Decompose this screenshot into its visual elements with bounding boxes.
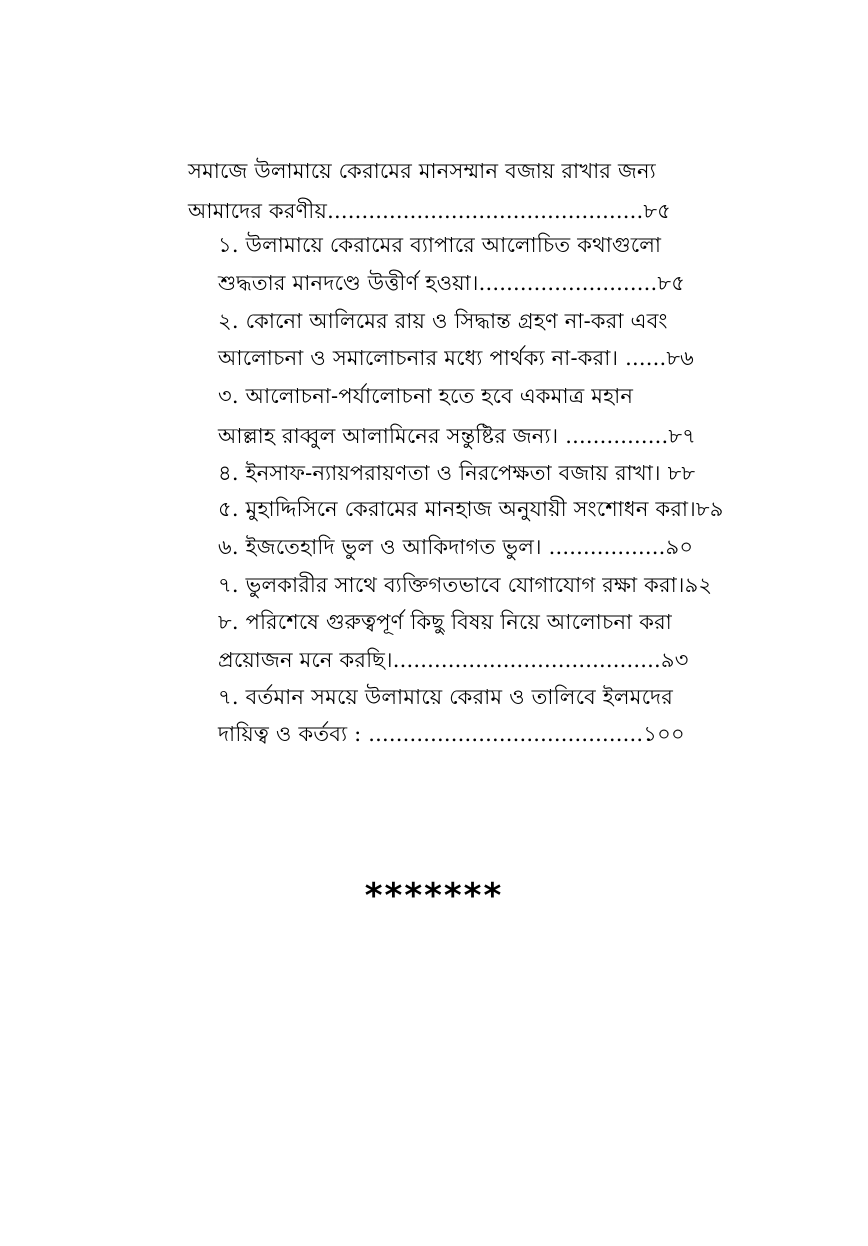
toc-item-6: ৬. ইজতেহাদি ভুল ও আকিদাগত ভুল। .................৯০: [218, 535, 694, 559]
toc-section-7-line-1: ৭. বর্তমান সময়ে উলামায়ে কেরাম ও তালিবে ইলমদের: [218, 685, 674, 709]
toc-item-8-line-2: প্রয়োজন মনে করছি।.......................................৯৩: [218, 648, 689, 672]
toc-item-2-line-2: আলোচনা ও সমালোচনার মধ্যে পার্থক্য না-করা। ......৮৬: [218, 346, 695, 370]
toc-heading-line-2: আমাদের করণীয়..............................................৮৫: [188, 199, 671, 223]
toc-item-2-line-1: ২. কোনো আলিমের রায় ও সিদ্ধান্ত গ্রহণ না-করা এবং: [218, 309, 668, 333]
toc-item-8-line-1: ৮. পরিশেষে গুরুত্বপূর্ণ কিছু বিষয় নিয়ে আলোচনা করা: [218, 610, 672, 634]
toc-item-4: ৪. ইনসাফ-ন্যায়পরায়ণতা ও নিরপেক্ষতা বজায় রাখা। ৮৮: [218, 461, 696, 485]
toc-section-7-line-2: দায়িত্ব ও কর্তব্য : ........................................১০০: [218, 722, 685, 746]
toc-item-7: ৭. ভুলকারীর সাথে ব্যক্তিগতভাবে যোগাযোগ রক্ষা করা।৯২: [218, 573, 713, 597]
toc-heading-line-1: সমাজে উলামায়ে কেরামের মানসম্মান বজায় রাখার জন্য: [188, 159, 656, 183]
toc-item-3-line-2: আল্লাহ রাব্বুল আলামিনের সন্তুষ্টির জন্য। ...............৮৭: [218, 424, 697, 448]
toc-item-5: ৫. মুহাদ্দিসিনে কেরামের মানহাজ অনুযায়ী সংশোধন করা।৮৯: [218, 497, 724, 521]
toc-item-3-line-1: ৩. আলোচনা-পর্যালোচনা হতে হবে একমাত্র মহান: [218, 384, 634, 408]
toc-item-1-line-2: শুদ্ধতার মানদণ্ডে উত্তীর্ণ হওয়া।..........................৮৫: [218, 271, 686, 295]
asterisk-divider: *******: [364, 876, 504, 916]
toc-item-1-line-1: ১. উলামায়ে কেরামের ব্যাপারে আলোচিত কথাগুলো: [218, 233, 662, 257]
